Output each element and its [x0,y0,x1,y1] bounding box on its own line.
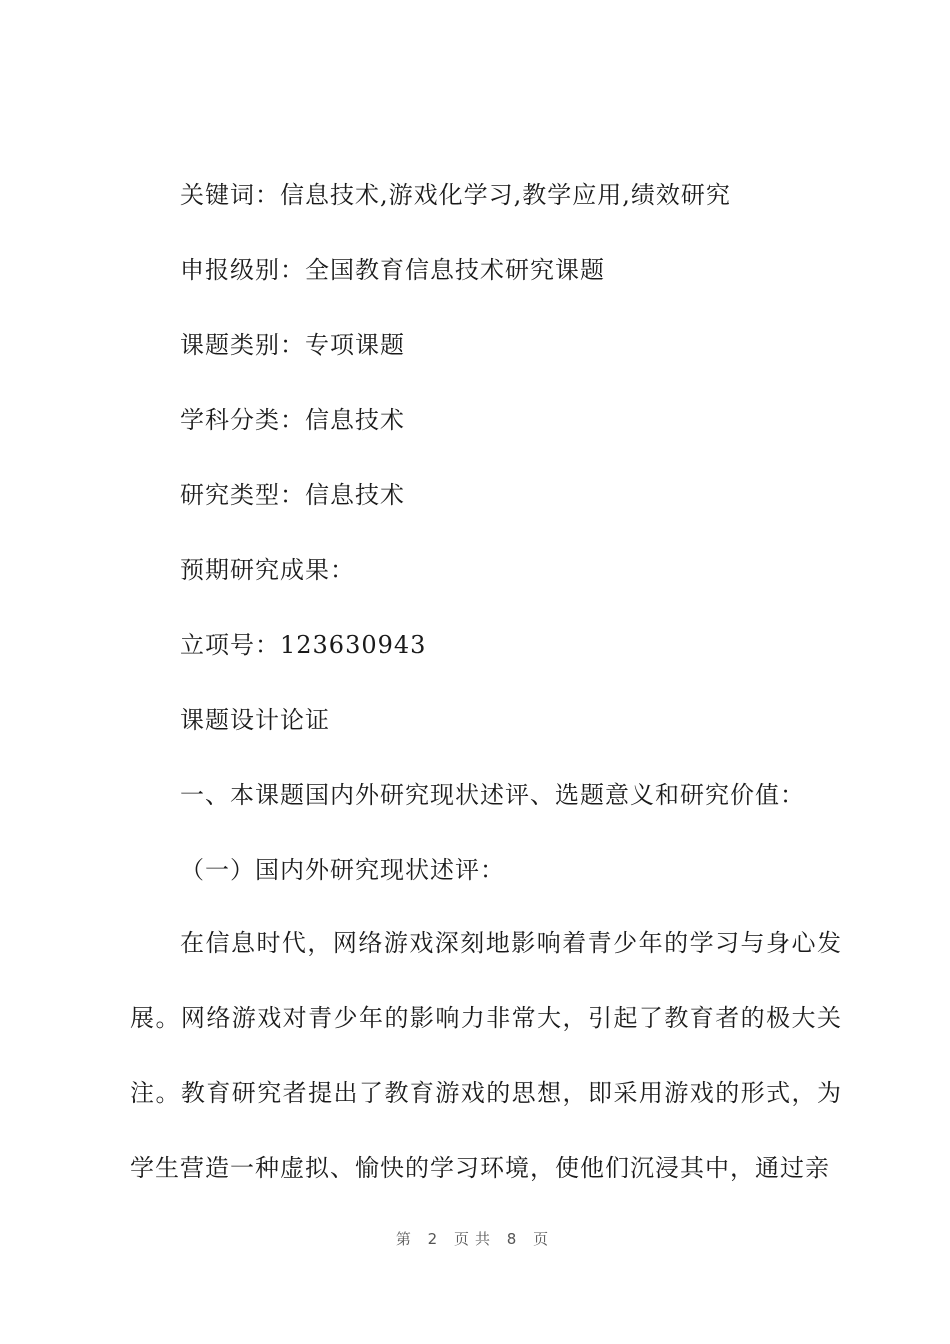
section-one-heading: 一、本课题国内外研究现状述评、选题意义和研究价值： [180,781,805,809]
keywords-line: 关键词：信息技术,游戏化学习,教学应用,绩效研究 [180,181,731,209]
page-footer: 第 2 页共 8 页 [395,1230,555,1248]
research-type-line: 研究类型：信息技术 [180,481,405,509]
body-paragraph: 在信息时代，网络游戏深刻地影响着青少年的学习与身心发展。网络游戏对青少年的影响力非常大，引起了教育者的极大关注。教育研究者提出了教育游戏的思想，即采用游戏的形式，为学生营造一种虚拟、愉快的学习环境，使他们沉浸其中，通过亲 [130,929,842,1182]
topic-category-line: 课题类别：专项课题 [180,331,405,359]
expected-results-line: 预期研究成果： [180,556,355,584]
subject-classification-line: 学科分类：信息技术 [180,406,405,434]
design-argument-heading: 课题设计论证 [180,706,330,734]
subsection-one-heading: （一）国内外研究现状述评： [180,856,505,884]
application-level-line: 申报级别：全国教育信息技术研究课题 [180,256,605,284]
project-number-line: 立项号：123630943 [180,631,427,659]
